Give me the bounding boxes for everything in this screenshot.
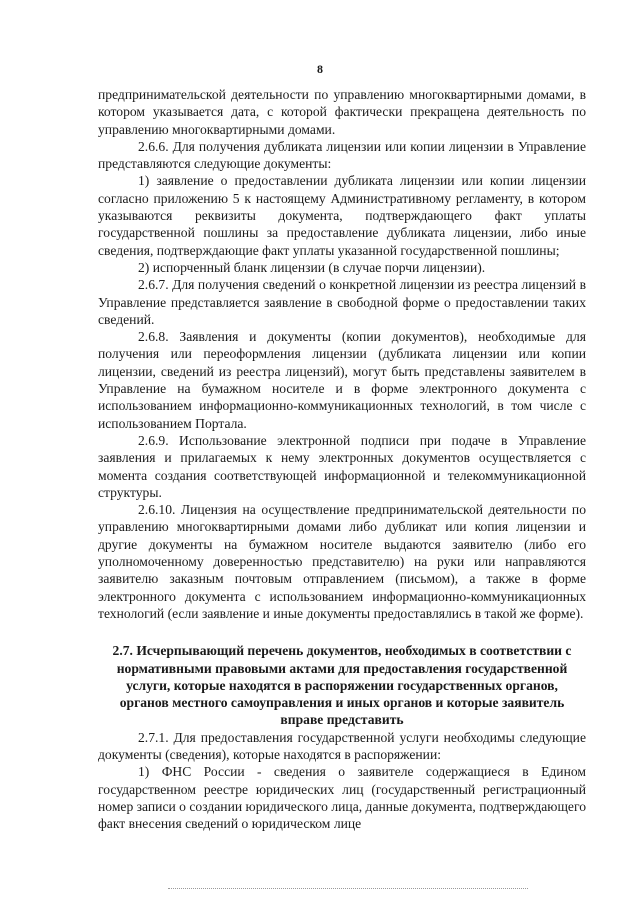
paragraph-2-6-7: 2.6.7. Для получения сведений о конкретной лицензии из реестра лицензий в Управление представляется заявление в свободной форме о предоставлении таких сведений. xyxy=(98,277,586,327)
paragraph-continuation: предпринимательской деятельности по управлению многоквартирными домами, в котором указывается дата, с которой фактически прекращена деятельность по управлению многоквартирными домами. xyxy=(98,87,586,137)
list-item-damaged-form: 2) испорченный бланк лицензии (в случае порчи лицензии). xyxy=(138,259,486,275)
paragraph-2-6-10: 2.6.10. Лицензия на осуществление предпринимательской деятельности по управлению многоквартирными домами либо дубликат или копия лицензии и другие документы на бумажном носителе выдаются заявителю (либо его уполномоченному доверенностью представителю) на руки или направляются заявителю заказным почтовым отправлением (письмом), а также в форме электронного документа с использованием информационно-коммуникационных технологий (если заявление и иные документы предоставлялись в такой же форме). xyxy=(98,502,586,621)
section-heading-2-7: 2.7. Исчерпывающий перечень документов, необходимых в соответствии с нормативными правовыми актами для предоставления государственной услуги, которые находятся в распоряжении государственных органов, органов местного самоуправления и иных органов и которые заявитель вправе представить xyxy=(112,643,572,728)
page-bottom-divider xyxy=(168,888,528,889)
list-item-duplicate-application: 1) заявление о предоставлении дубликата лицензии или копии лицензии согласно приложению 5 к настоящему Административному регламенту, в котором указываются реквизиты документа, подтверждающего факт уплаты государственной пошлины за предоставление дубликата лицензии, либо иные сведения, подтверждающие факт уплаты указанной государственной пошлины; xyxy=(98,173,586,258)
paragraph-2-6-6: 2.6.6. Для получения дубликата лицензии или копии лицензии в Управление представляются следующие документы: xyxy=(98,138,586,172)
list-item-fns: 1) ФНС России - сведения о заявителе содержащиеся в Едином государственном реестре юридических лиц (государственный регистрационный номер записи о создании юридического лица, данные документа, подтверждающего факт внесения сведений о юридическом лице xyxy=(98,764,586,832)
paragraph-2-6-8: 2.6.8. Заявления и документы (копии документов), необходимые для получения или переоформления лицензии (дубликата лицензии или копии лицензии, сведений из реестра лицензий), могут быть представлены заявителем в Управление на бумажном носителе и в форме электронного документа с использованием информационно-коммуникационных технологий, в том числе с использованием Портала. xyxy=(98,329,586,431)
paragraph-2-6-9: 2.6.9. Использование электронной подписи при подаче в Управление заявления и прилагаемых к нему электронных документов осуществляется с момента создания соответствующей информационной и телекоммуникационной структуры. xyxy=(98,432,586,500)
paragraph-2-7-1: 2.7.1. Для предоставления государственной услуги необходимы следующие документы (сведения), которые находятся в распоряжении: xyxy=(98,729,586,762)
page-number: 8 xyxy=(317,62,323,76)
document-body xyxy=(98,86,586,832)
